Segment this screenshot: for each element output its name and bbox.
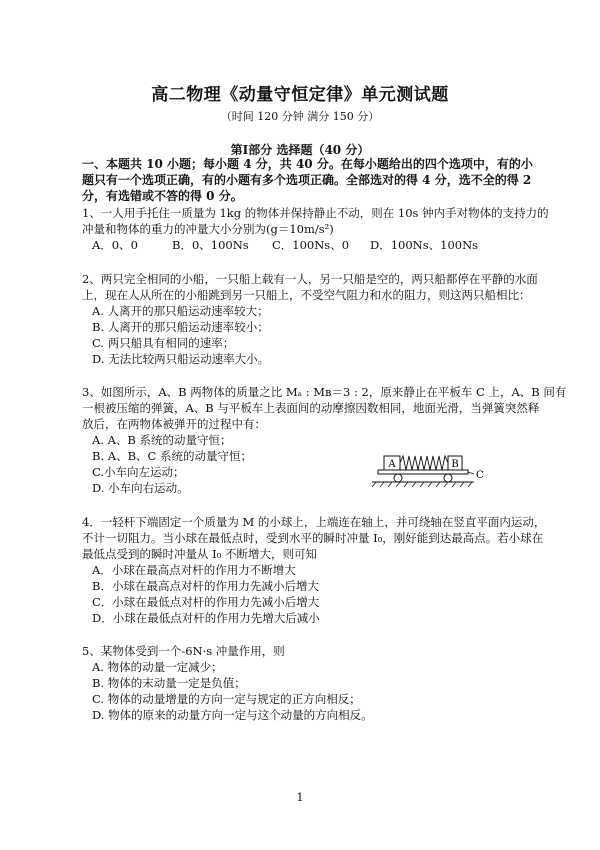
section-instructions-line: 题只有一个选项正确，有的小题有多个选项正确。全部选对的得 4 分，选不全的得 2 — [82, 173, 532, 187]
option-a: A．小球在最高点对杆的作用力不断增大 — [92, 563, 296, 577]
option-c: C．100Ns、0 — [272, 238, 350, 252]
label-c-leader — [468, 472, 474, 474]
question-text-line: 2、两只完全相同的小船，一只船上载有一人，另一只船是空的，两只船都停在平静的水面 — [82, 272, 538, 286]
question-text-line: 4．一轻杆下端固定一个质量为 M 的小球上，上端连在轴上，并可绕轴在竖直平面内运动， — [82, 515, 546, 529]
cart-wheel-right — [444, 474, 452, 482]
option-b: B. 人离开的那只船运动速率较小； — [92, 320, 269, 334]
question-text-line: 1、一人用手托住一质量为 1kg 的物体并保持静止不动，则在 10s 钟内手对物体的支持力的 — [82, 206, 549, 220]
option-a: A．0、0 — [92, 238, 138, 252]
page-number: 1 — [296, 791, 304, 804]
option-b: B．0、100Ns — [172, 238, 249, 252]
option-d: D. 物体的原来的动量方向一定与这个动量的方向相反。 — [92, 708, 373, 722]
section-instructions-line: 一、本题共 10 小题；每小题 4 分，共 40 分。在每小题给出的四个选项中，有的小 — [82, 157, 533, 171]
option-a: A. 人离开的那只船运动速率较大； — [92, 304, 269, 318]
cart-wheel-left — [394, 474, 402, 482]
exam-time-score: （时间 120 分钟 满分 150 分） — [220, 110, 380, 123]
option-c: C. 物体的动量增量的方向一定与规定的正方向相反； — [92, 692, 361, 706]
question-text-line: 5、某物体受到一个-6N·s 冲量作用，则 — [82, 644, 285, 658]
question-text-line: 最低点受到的瞬时冲量从 I₀ 不断增大，则可知 — [82, 547, 317, 561]
block-b-label: B — [451, 459, 459, 470]
question-text-line: 上，现在人从所在的小船跳到另一只船上，不受空气阻力和水的阻力，则这两只船相比： — [82, 288, 531, 302]
option-b: B. A、B、C 系统的动量守恒； — [92, 449, 252, 463]
option-b: B. 物体的末动量一定是负值； — [92, 676, 246, 690]
option-c: C. 两只船具有相同的速率； — [92, 336, 235, 350]
option-c: C．小球在最低点对杆的作用力先减小后增大 — [92, 595, 320, 609]
question-text-line: 放后，在两物体被弹开的过程中有： — [82, 417, 266, 431]
ground-hatching — [372, 482, 472, 487]
option-c: C.小车向左运动； — [92, 465, 185, 479]
section-title: 第Ⅰ部分 选择题（40 分） — [230, 143, 370, 157]
spring — [400, 456, 448, 470]
question-text-line: 一根被压缩的弹簧，A、B 与平板车上表面间的动摩擦因数相同，地面光滑，当弹簧突然释 — [82, 401, 540, 415]
cart-platform — [378, 470, 468, 474]
option-a: A. A、B 系统的动量守恒； — [92, 433, 232, 447]
cart-c-label: C — [476, 470, 484, 481]
option-b: B．小球在最高点对杆的作用力先减小后增大 — [92, 579, 319, 593]
question-text-line: 不计一切阻力。当小球在最低点时，受到水平的瞬时冲量 I₀，刚好能到达最高点。若小球在 — [82, 531, 544, 545]
page-title: 高二物理《动量守恒定律》单元测试题 — [151, 85, 449, 105]
option-d: D．小球在最低点对杆的作用力先增大后减小 — [92, 611, 320, 625]
option-d: D. 无法比较两只船运动速率大小。 — [92, 352, 270, 366]
question-text-line: 冲量和物体的重力的冲量大小分别为(g＝10m/s²) — [82, 222, 334, 236]
option-d: D. 小车向右运动。 — [92, 481, 189, 495]
question-text-line: 3、如图所示，A、B 两物体的质量之比 Mₐ : Mʙ＝3 : 2，原来静止在平板车 C 上，A、B 间有 — [82, 385, 567, 399]
option-d: D．100Ns、100Ns — [370, 238, 479, 252]
section-instructions-line: 分，有选错或不答的得 0 分。 — [82, 189, 243, 203]
option-a: A. 物体的动量一定减少； — [92, 660, 223, 674]
cart-spring-figure — [370, 450, 490, 500]
block-a-label: A — [388, 459, 396, 470]
